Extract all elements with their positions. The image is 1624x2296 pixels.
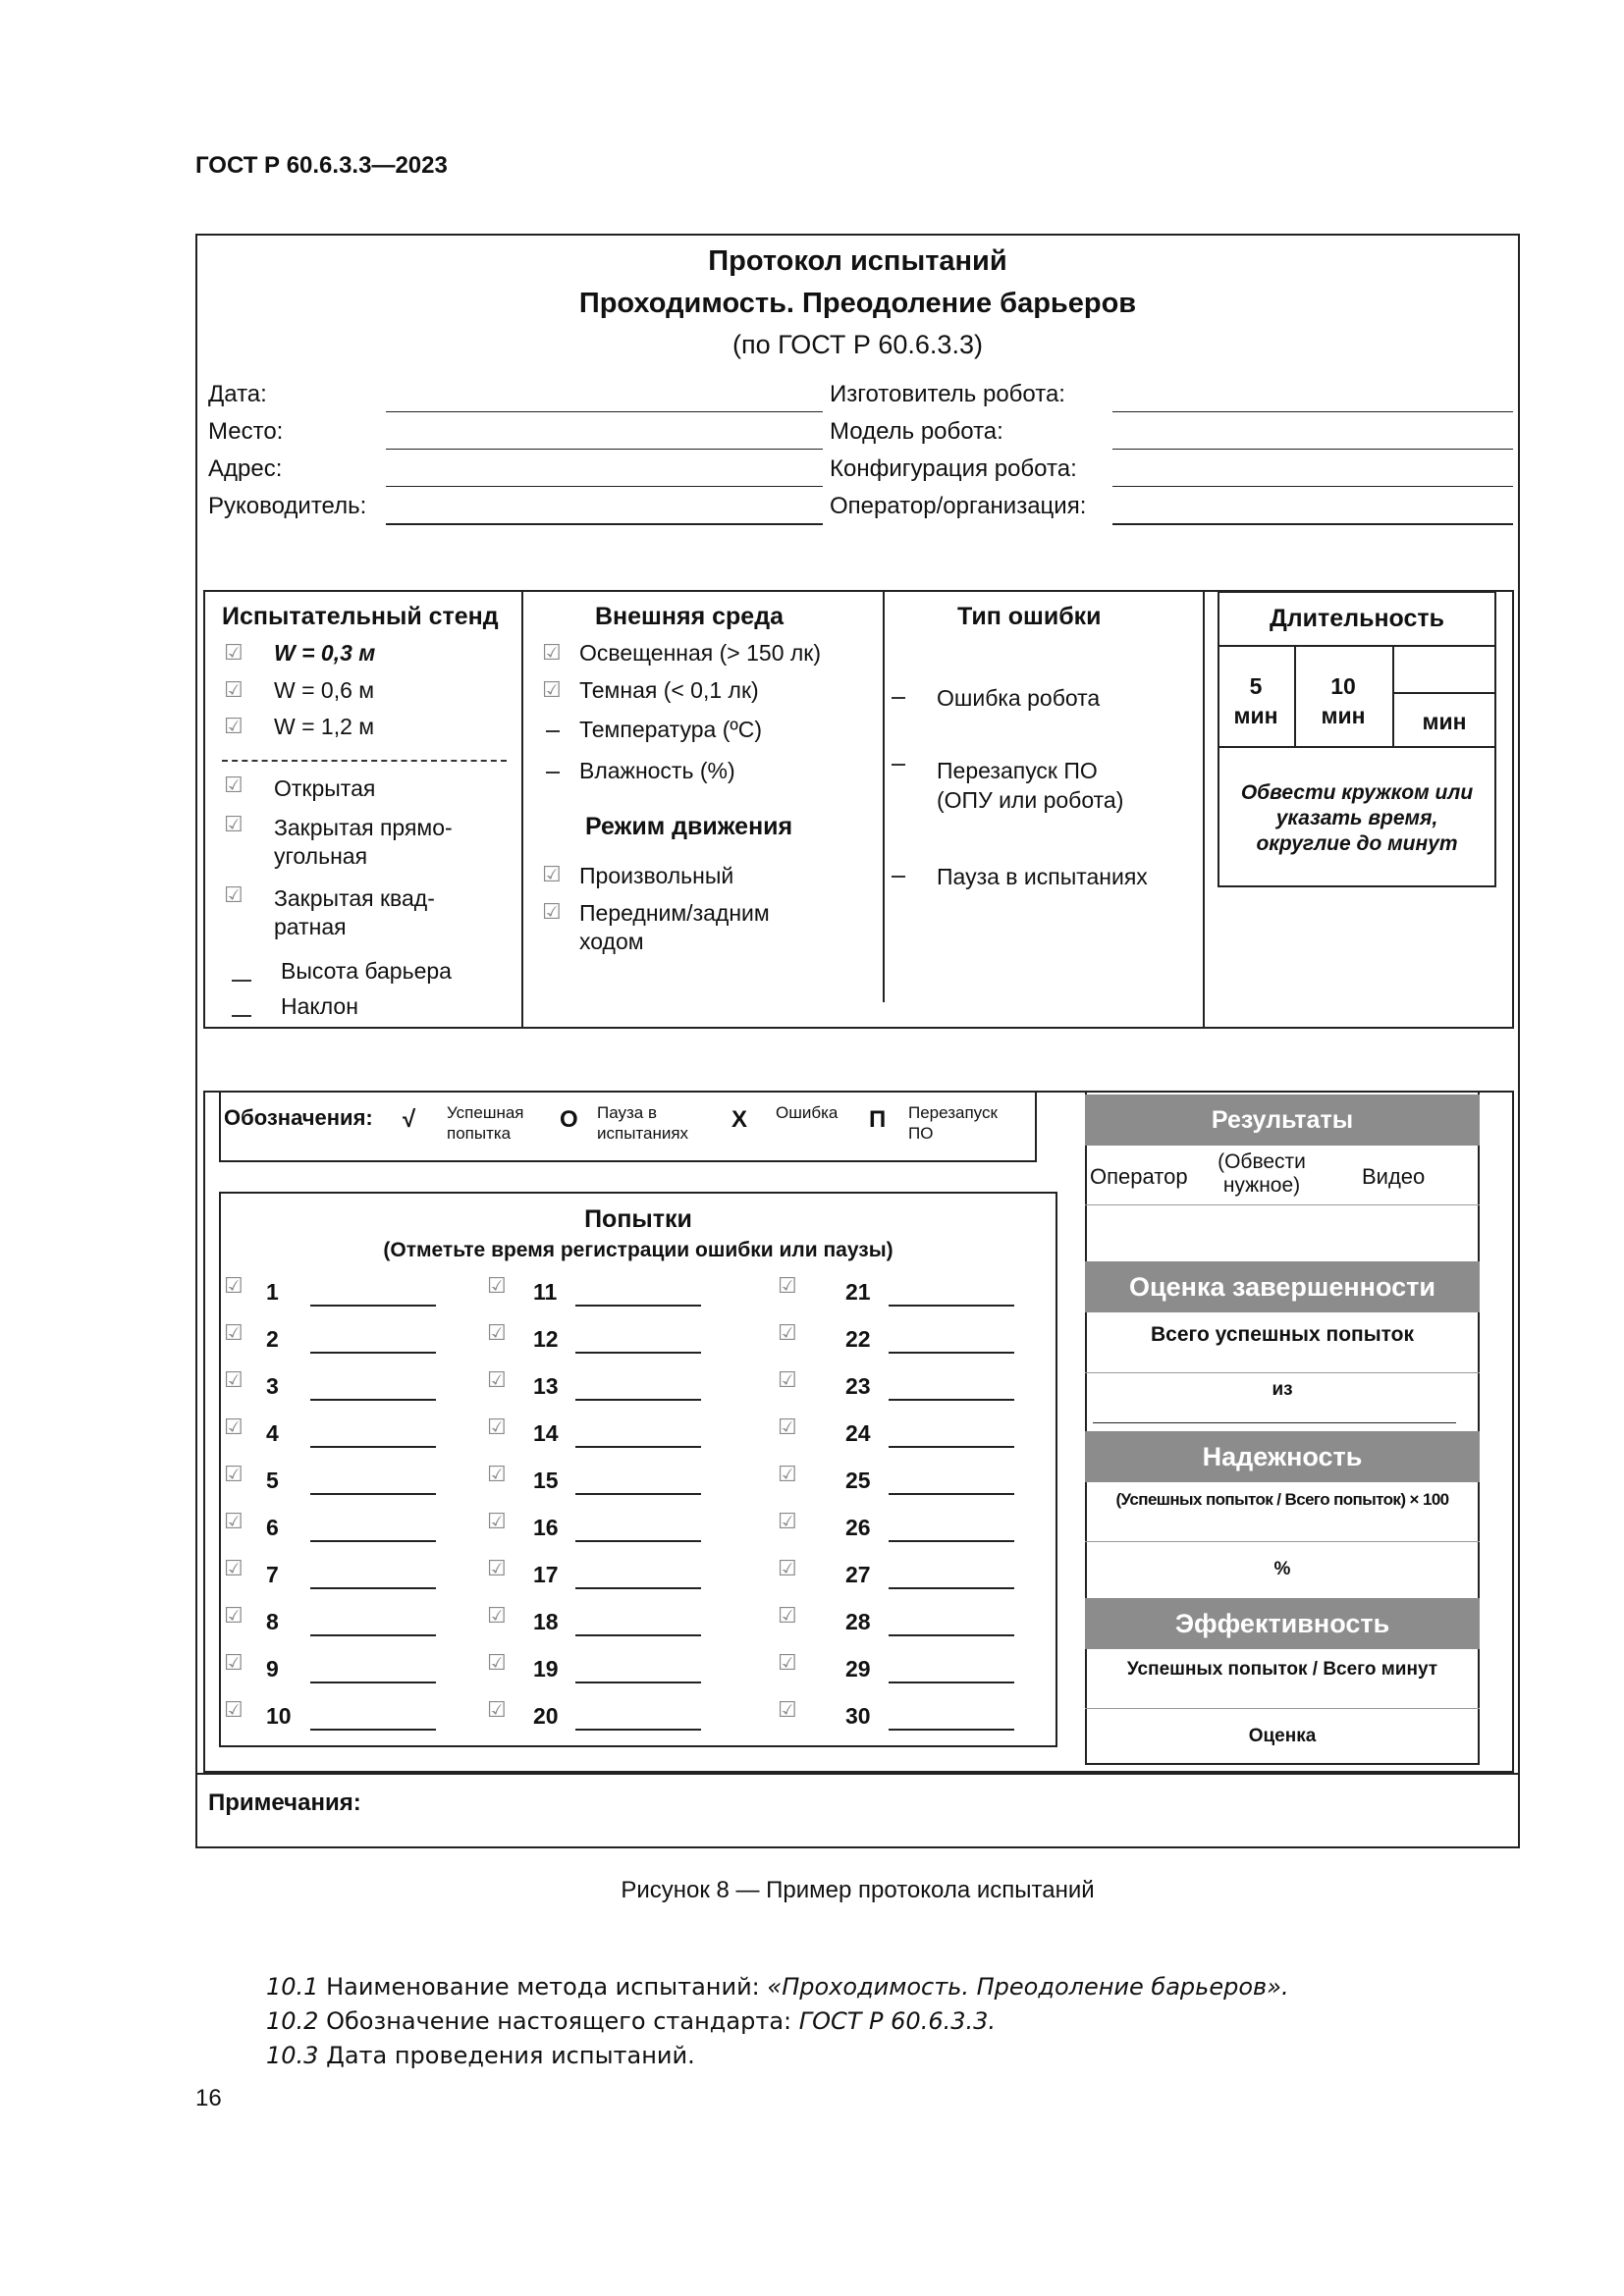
page-number: 16 <box>195 2085 222 2111</box>
checkbox-icon[interactable]: ☑ <box>224 678 244 703</box>
dash-marker <box>892 697 905 699</box>
dash-marker <box>546 730 560 732</box>
attempt-time-field[interactable] <box>310 1540 436 1542</box>
stand-type-2: Закрытая квад- ратная <box>274 885 435 939</box>
document-header: ГОСТ Р 60.6.3.3—2023 <box>195 152 448 179</box>
stand-width-1: W = 0,6 м <box>274 677 375 703</box>
attempt-time-field[interactable] <box>575 1587 701 1589</box>
env-item-1: Темная (< 0,1 лк) <box>579 677 759 703</box>
attempt-number: 7 <box>266 1562 279 1587</box>
attempt-number: 27 <box>845 1562 871 1587</box>
paragraph-number: 10.2 <box>266 2007 319 2035</box>
attempt-checkbox-icon[interactable]: ☑ <box>778 1368 797 1393</box>
field-label-left-1: Место: <box>208 418 284 445</box>
env-title: Внешняя среда <box>595 603 784 630</box>
form-reference: (по ГОСТ Р 60.6.3.3) <box>732 330 983 359</box>
paragraph-space <box>318 2007 326 2035</box>
form-title: Протокол испытаний <box>708 245 1007 277</box>
checkbox-icon[interactable]: ☑ <box>224 715 244 739</box>
attempt-time-field[interactable] <box>889 1305 1014 1307</box>
attempt-checkbox-icon[interactable]: ☑ <box>778 1651 797 1676</box>
dash-marker <box>232 980 251 982</box>
attempt-checkbox-icon[interactable]: ☑ <box>778 1698 797 1723</box>
attempt-checkbox-icon[interactable]: ☑ <box>778 1604 797 1629</box>
attempt-number: 3 <box>266 1373 279 1399</box>
paragraph-text: Дата проведения испытаний. <box>326 2042 695 2069</box>
legend-label: Обозначения: <box>224 1105 373 1130</box>
paragraph-number: 10.1 <box>266 1973 319 2001</box>
attempts-box <box>219 1192 1057 1747</box>
attempt-checkbox-icon[interactable]: ☑ <box>487 1274 507 1299</box>
attempt-number: 13 <box>533 1373 559 1399</box>
attempt-checkbox-icon[interactable]: ☑ <box>487 1604 507 1629</box>
field-input-right-3[interactable] <box>1112 523 1513 525</box>
attempt-time-field[interactable] <box>575 1634 701 1636</box>
attempt-checkbox-icon[interactable]: ☑ <box>778 1274 797 1299</box>
total-success-label: Всего успешных попыток <box>1151 1323 1414 1346</box>
attempt-number: 4 <box>266 1420 279 1446</box>
paragraph-space <box>318 2042 326 2069</box>
errors-title: Тип ошибки <box>957 603 1102 630</box>
field-input-right-2[interactable] <box>1112 486 1513 487</box>
attempt-time-field[interactable] <box>889 1682 1014 1683</box>
attempt-time-field[interactable] <box>889 1352 1014 1354</box>
attempt-number: 28 <box>845 1609 871 1634</box>
duration-note: Обвести кружком или указать время, округлие до минут <box>1240 781 1474 855</box>
reliability-formula: (Успешных попыток / Всего попыток) × 100 <box>1115 1490 1449 1509</box>
figure-caption: Рисунок 8 — Пример протокола испытаний <box>621 1877 1095 1903</box>
checkbox-icon[interactable]: ☑ <box>542 641 562 666</box>
attempts-title: Попытки <box>584 1205 692 1233</box>
field-input-left-2[interactable] <box>386 486 823 487</box>
attempt-time-field[interactable] <box>310 1634 436 1636</box>
attempt-checkbox-icon[interactable]: ☑ <box>224 1557 244 1581</box>
stand-type-1: Закрытая прямо- угольная <box>274 815 453 869</box>
attempt-checkbox-icon[interactable]: ☑ <box>778 1415 797 1440</box>
attempt-number: 11 <box>533 1279 558 1305</box>
attempt-number: 24 <box>845 1420 871 1446</box>
attempt-number: 6 <box>266 1515 279 1540</box>
attempt-number: 10 <box>266 1703 292 1729</box>
paragraph-1 <box>266 2007 996 2035</box>
attempt-time-field[interactable] <box>889 1399 1014 1401</box>
env-item-0: Освещенная (> 150 лк) <box>579 640 822 666</box>
attempt-number: 18 <box>533 1609 559 1634</box>
duration-10min[interactable]: 10 мин <box>1321 673 1366 728</box>
error-type-2: Пауза в испытаниях <box>937 864 1148 889</box>
operator-option[interactable]: Оператор <box>1090 1164 1188 1189</box>
attempt-checkbox-icon[interactable]: ☑ <box>487 1651 507 1676</box>
legend-text-0: Успешная попытка <box>447 1103 524 1143</box>
legend-symbol-0: √ <box>403 1106 416 1133</box>
attempt-time-field[interactable] <box>310 1446 436 1448</box>
field-input-right-0[interactable] <box>1112 411 1513 412</box>
attempt-time-field[interactable] <box>575 1729 701 1731</box>
attempt-number: 26 <box>845 1515 871 1540</box>
env-param-0: Температура (ºC) <box>579 717 763 742</box>
motion-item-1: Передним/задним ходом <box>579 900 770 954</box>
attempt-checkbox-icon[interactable]: ☑ <box>224 1274 244 1299</box>
attempt-time-field[interactable] <box>310 1587 436 1589</box>
total-attempts-field[interactable] <box>1093 1422 1456 1423</box>
of-label: из <box>1272 1379 1293 1400</box>
attempt-checkbox-icon[interactable]: ☑ <box>224 1415 244 1440</box>
duration-title: Длительность <box>1269 605 1444 632</box>
motion-title: Режим движения <box>585 813 793 840</box>
attempt-checkbox-icon[interactable]: ☑ <box>224 1321 244 1346</box>
attempts-subtitle: (Отметьте время регистрации ошибки или паузы) <box>383 1239 893 1261</box>
attempt-number: 14 <box>533 1420 559 1446</box>
duration-5min[interactable]: 5 мин <box>1233 673 1278 728</box>
attempt-checkbox-icon[interactable]: ☑ <box>224 1698 244 1723</box>
paragraph-text: Обозначение настоящего стандарта: <box>326 2007 799 2035</box>
attempt-number: 29 <box>845 1656 871 1682</box>
attempt-checkbox-icon[interactable]: ☑ <box>487 1415 507 1440</box>
attempt-time-field[interactable] <box>889 1493 1014 1495</box>
attempt-number: 15 <box>533 1468 559 1493</box>
legend-symbol-3: П <box>869 1106 887 1133</box>
legend-text-3: Перезапуск ПО <box>908 1103 998 1143</box>
stand-divider <box>222 760 507 762</box>
efficiency-formula: Успешных попыток / Всего минут <box>1126 1659 1438 1680</box>
attempt-time-field[interactable] <box>575 1446 701 1448</box>
error-type-0: Ошибка робота <box>937 685 1101 711</box>
attempt-number: 23 <box>845 1373 871 1399</box>
legend-symbol-1: О <box>560 1106 578 1133</box>
checkbox-icon[interactable]: ☑ <box>542 678 562 703</box>
attempt-checkbox-icon[interactable]: ☑ <box>487 1557 507 1581</box>
field-label-left-0: Дата: <box>208 381 267 407</box>
field-label-right-3: Оператор/организация: <box>830 493 1087 519</box>
form-subtitle: Проходимость. Преодоление барьеров <box>578 288 1137 319</box>
reliability-title: Надежность <box>1085 1431 1480 1482</box>
paragraph-number: 10.3 <box>266 2042 319 2069</box>
attempt-time-field[interactable] <box>575 1682 701 1683</box>
completeness-title: Оценка завершенности <box>1085 1261 1480 1312</box>
percent-label: % <box>1273 1559 1291 1579</box>
dash-marker <box>892 876 905 878</box>
attempt-time-field[interactable] <box>889 1729 1014 1731</box>
field-label-right-0: Изготовитель робота: <box>830 381 1065 407</box>
attempt-number: 30 <box>845 1703 871 1729</box>
attempt-number: 16 <box>533 1515 559 1540</box>
stand-width-0: W = 0,3 м <box>274 640 376 666</box>
attempt-checkbox-icon[interactable]: ☑ <box>778 1557 797 1581</box>
attempt-checkbox-icon[interactable]: ☑ <box>778 1510 797 1534</box>
notes-label: Примечания: <box>208 1789 361 1816</box>
checkbox-icon[interactable]: ☑ <box>542 863 562 887</box>
attempt-time-field[interactable] <box>310 1729 436 1731</box>
attempt-time-field[interactable] <box>575 1305 701 1307</box>
checkbox-icon[interactable]: ☑ <box>542 900 562 925</box>
attempt-number: 17 <box>533 1562 559 1587</box>
attempt-time-field[interactable] <box>575 1493 701 1495</box>
checkbox-icon[interactable]: ☑ <box>224 641 244 666</box>
legend-text-2: Ошибка <box>776 1103 839 1122</box>
efficiency-title: Эффективность <box>1085 1598 1480 1649</box>
attempt-number: 25 <box>845 1468 871 1493</box>
stand-title: Испытательный стенд <box>222 603 499 630</box>
attempt-checkbox-icon[interactable]: ☑ <box>487 1510 507 1534</box>
attempt-number: 2 <box>266 1326 279 1352</box>
attempt-checkbox-icon[interactable]: ☑ <box>224 1604 244 1629</box>
paragraph-italic: ГОСТ Р 60.6.3.3. <box>798 2007 997 2035</box>
dash-marker <box>892 764 905 766</box>
attempt-time-field[interactable] <box>575 1540 701 1542</box>
legend-symbol-2: Х <box>731 1106 748 1133</box>
paragraph-text: Наименование метода испытаний: <box>326 1973 768 2001</box>
field-input-left-1[interactable] <box>386 449 823 450</box>
attempt-time-field[interactable] <box>575 1352 701 1354</box>
attempt-time-field[interactable] <box>575 1399 701 1401</box>
attempt-time-field[interactable] <box>889 1446 1014 1448</box>
attempt-time-field[interactable] <box>889 1634 1014 1636</box>
attempt-number: 5 <box>266 1468 279 1493</box>
stand-width-2: W = 1,2 м <box>274 714 375 739</box>
attempt-number: 9 <box>266 1656 279 1682</box>
attempt-checkbox-icon[interactable]: ☑ <box>778 1321 797 1346</box>
field-input-right-1[interactable] <box>1112 449 1513 450</box>
attempt-time-field[interactable] <box>310 1399 436 1401</box>
field-label-left-3: Руководитель: <box>208 493 367 519</box>
dash-marker <box>232 1015 251 1017</box>
paragraph-2 <box>266 2042 695 2069</box>
attempt-checkbox-icon[interactable]: ☑ <box>487 1321 507 1346</box>
attempt-number: 21 <box>845 1279 871 1305</box>
attempt-checkbox-icon[interactable]: ☑ <box>487 1698 507 1723</box>
checkbox-icon[interactable]: ☑ <box>224 774 244 798</box>
dash-marker <box>546 772 560 774</box>
stand-param-1: Наклон <box>281 993 358 1019</box>
paragraph-space <box>318 1973 326 2001</box>
motion-item-0: Произвольный <box>579 863 734 888</box>
attempt-time-field[interactable] <box>310 1493 436 1495</box>
attempt-checkbox-icon[interactable]: ☑ <box>224 1463 244 1487</box>
attempt-number: 1 <box>266 1279 279 1305</box>
legend-text-1: Пауза в испытаниях <box>597 1103 689 1143</box>
attempt-time-field[interactable] <box>310 1682 436 1683</box>
checkbox-icon[interactable]: ☑ <box>224 813 244 837</box>
checkbox-icon[interactable]: ☑ <box>224 883 244 908</box>
attempt-time-field[interactable] <box>310 1352 436 1354</box>
attempt-checkbox-icon[interactable]: ☑ <box>224 1510 244 1534</box>
field-label-right-2: Конфигурация робота: <box>830 455 1077 482</box>
duration-custom[interactable]: мин <box>1422 709 1467 734</box>
attempt-checkbox-icon[interactable]: ☑ <box>487 1368 507 1393</box>
env-param-1: Влажность (%) <box>579 758 735 783</box>
field-label-left-2: Адрес: <box>208 455 283 482</box>
attempt-number: 12 <box>533 1326 559 1352</box>
attempt-time-field[interactable] <box>310 1305 436 1307</box>
attempt-checkbox-icon[interactable]: ☑ <box>487 1463 507 1487</box>
attempt-time-field[interactable] <box>889 1587 1014 1589</box>
error-type-1: Перезапуск ПО (ОПУ или робота) <box>937 758 1124 813</box>
video-option[interactable]: Видео <box>1362 1164 1426 1189</box>
results-title: Результаты <box>1085 1095 1480 1146</box>
attempt-number: 19 <box>533 1656 559 1682</box>
field-input-left-3[interactable] <box>386 523 823 525</box>
score-label: Оценка <box>1248 1726 1317 1746</box>
attempt-checkbox-icon[interactable]: ☑ <box>778 1463 797 1487</box>
field-input-left-0[interactable] <box>386 411 823 412</box>
attempt-time-field[interactable] <box>889 1540 1014 1542</box>
paragraph-0 <box>266 1973 1289 2001</box>
attempt-checkbox-icon[interactable]: ☑ <box>224 1651 244 1676</box>
stand-type-0: Открытая <box>274 775 376 801</box>
attempt-checkbox-icon[interactable]: ☑ <box>224 1368 244 1393</box>
attempt-number: 8 <box>266 1609 279 1634</box>
attempt-number: 20 <box>533 1703 559 1729</box>
stand-param-0: Высота барьера <box>281 958 452 984</box>
paragraph-italic: «Проходимость. Преодоление барьеров». <box>767 1973 1289 2001</box>
choose-note: (Обвести нужное) <box>1218 1150 1306 1197</box>
attempt-number: 22 <box>845 1326 871 1352</box>
field-label-right-1: Модель робота: <box>830 418 1003 445</box>
